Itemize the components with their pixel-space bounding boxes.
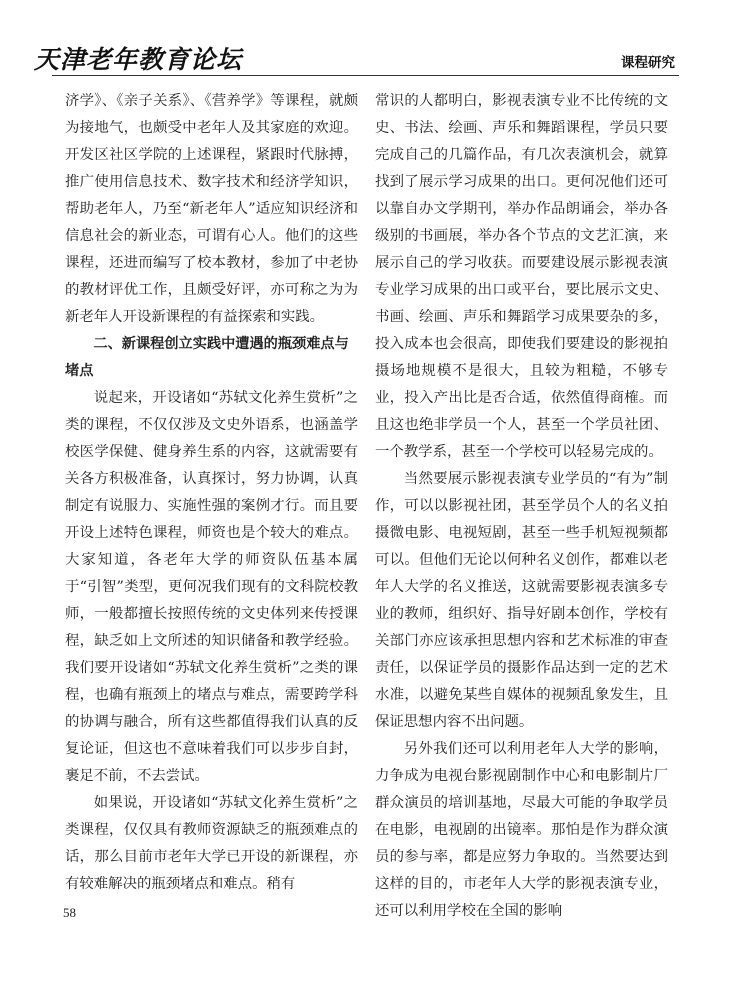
section-label: 课程研究 [621,55,675,71]
header-divider [52,75,679,76]
left-paragraph-1: 济学》、《亲子关系》、《营养学》等课程，就颇为接地气，也颇受中老年人及其家庭的欢迎。开发区社区学院的上述课程，紧跟时代脉搏，推广使用信息技术、数字技术和经济学知识，帮助老年人，乃至“新老年人”适应知识经济和信息社会的新业态，可谓有心人。他们的这些课程，还进而编写了校本教材，参加了中老协的教材评优工作，且颇受好评，亦可称之为为新老年人开设新课程的有益探索和实践。 [65,93,358,325]
section-heading: 二、新课程创立实践中遭遇的瓶颈难点与堵点 [65,336,349,379]
left-column [65,88,358,898]
right-paragraph-3: 另外我们还可以利用老年人大学的影响，力争成为电视台影视剧制作中心和电影制片厂群众演员的培训基地，尽最大可能的争取学员在电影，电视剧的出镜率。那怕是作为群众演员的参与率，都是应努力争取的。当然要达到这样的目的，市老年人大学的影视表演专业，还可以利用学校在全国的影响 [375,741,668,919]
right-paragraph-1: 常识的人都明白，影视表演专业不比传统的文史、书法、绘画、声乐和舞蹈课程，学员只要完成自己的几篇作品，有几次表演机会，就算找到了展示学习成果的出口。更何况他们还可以靠自办文学期刊，举办作品朗诵会，举办各级别的书画展，举办各个节点的文艺汇演，来展示自己的学习收获。而要建设展示影视表演专业学习成果的出口或平台，要比展示文史、书画、绘画、声乐和舞蹈学习成果要杂的多，投入成本也会很高，即使我们要建设的影视拍摄场地规模不是很大，且较为粗糙，不够专业，投入产出比是否合适，依然值得商榷。而且这也绝非学员一个人，甚至一个学员社团、一个教学系，甚至一个学校可以轻易完成的。 [375,93,668,460]
left-paragraph-3: 如果说，开设诸如“苏轼文化养生赏析”之类课程，仅仅具有教师资源缺乏的瓶颈难点的话，那么目前市老年大学已开设的新课程，亦有较难解决的瓶颈堵点和难点。稍有 [65,795,358,892]
right-column [375,88,668,925]
left-paragraph-2: 说起来，开设诸如“苏轼文化养生赏析”之类的课程，不仅仅涉及文史外语系，也涵盖学校医学保健、健身养生系的内容，这就需要有关各方积极准备，认真探讨，努力协调，认真制定有说服力、实施性强的案例才行。而且要开设上述特色课程，师资也是个较大的难点。大家知道，各老年大学的师资队伍基本属于“引智”类型，更何况我们现有的文科院校教师，一般都擅长按照传统的文史体列来传授课程，缺乏如上文所述的知识储备和教学经验。我们要开设诸如“苏轼文化养生赏析”之类的课程，也确有瓶颈上的堵点与难点，需要跨学科的协调与融合，所有这些都值得我们认真的反复论证，但这也不意味着我们可以步步自封，裹足不前，不去尝试。 [65,390,358,784]
journal-masthead: 天津老年教育论坛 [34,45,243,74]
right-paragraph-2: 当然要展示影视表演专业学员的“有为”制作，可以以影视社团，甚至学员个人的名义拍摄微电影、电视短剧，甚至一些手机短视频都可以。但他们无论以何种名义创作，都难以老年人大学的名义推送，这就需要影视表演多专业的教师，组织好、指导好剧本创作，学校有关部门亦应该承担思想内容和艺术标准的审查责任，以保证学员的摄影作品达到一定的艺术水准，以避免某些自媒体的视频乱象发生，且保证思想内容不出问题。 [375,471,668,730]
page-number: 58 [63,905,76,920]
